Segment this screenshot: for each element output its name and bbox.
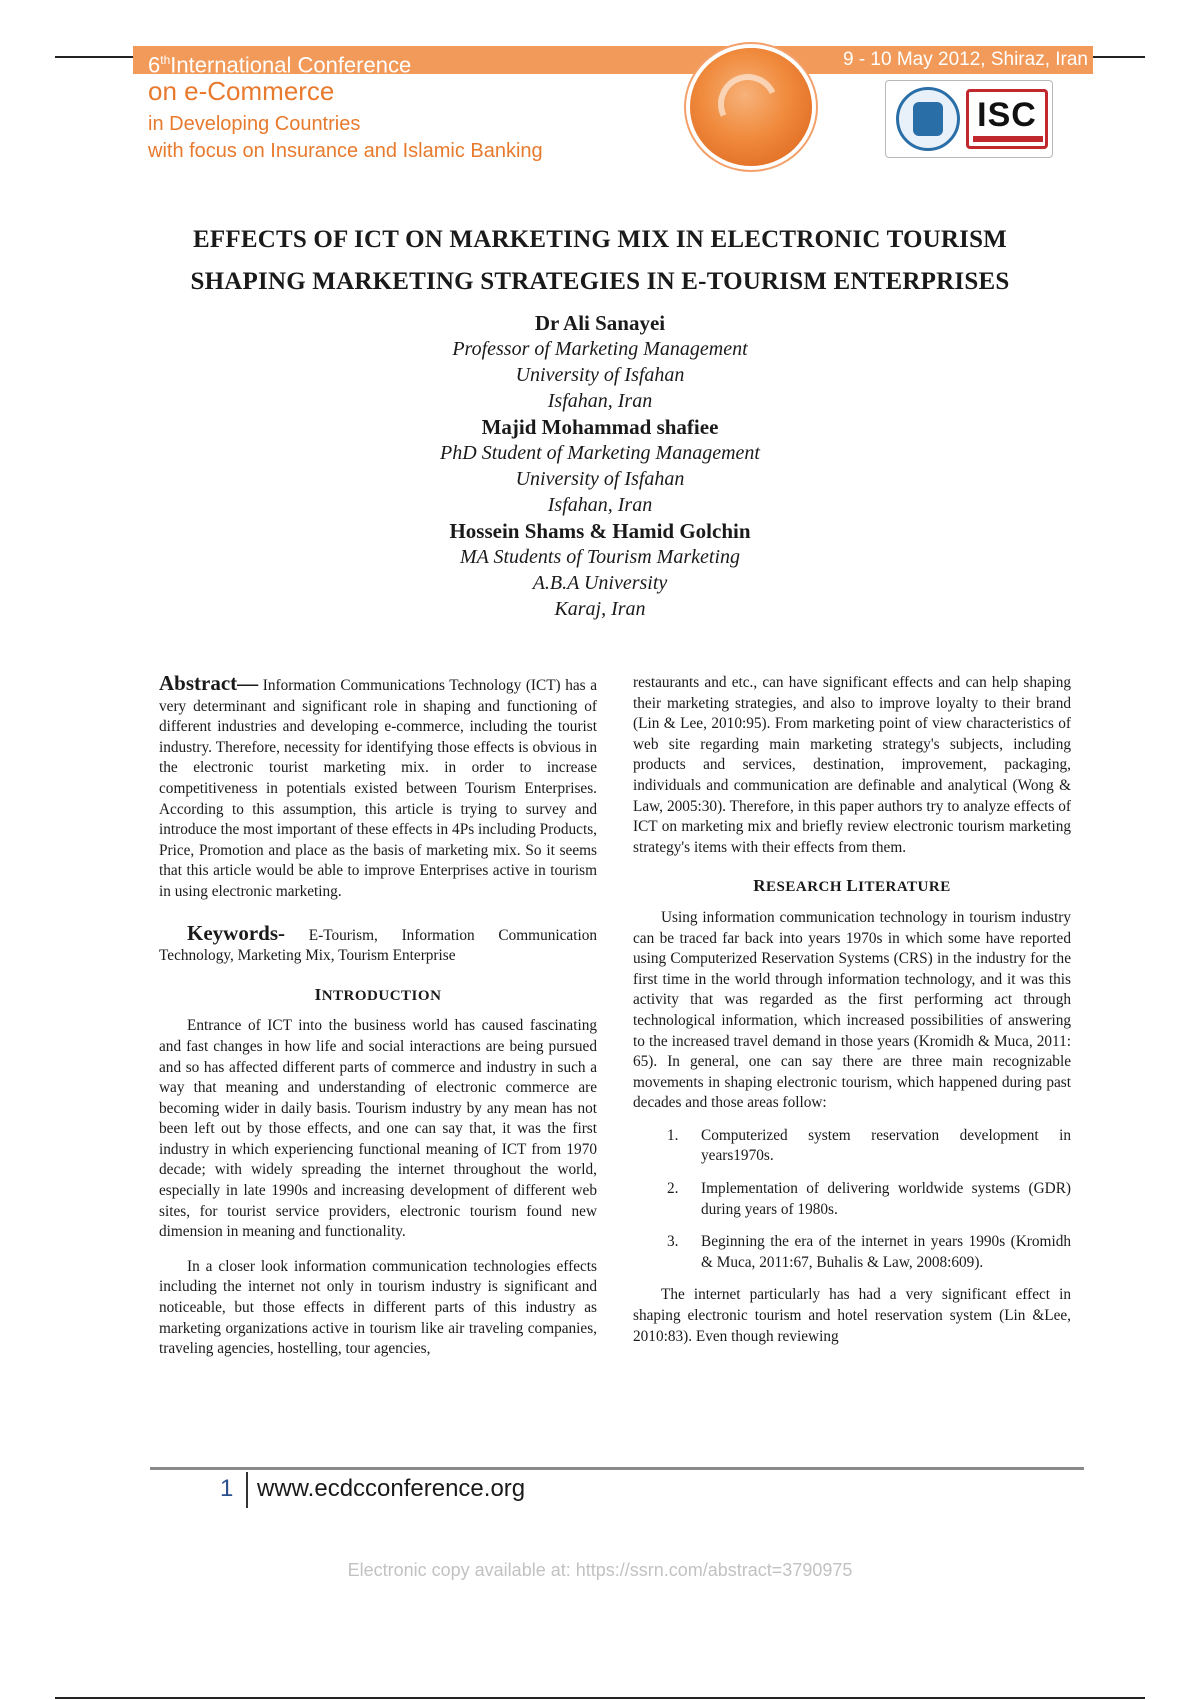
right-paragraph-1: restaurants and etc., can have significant effects and can help shaping their marketing strategies, and also to improve loyalty to their brand (Lin & Lee, 2010:95). From marketing point of view characteristics of web site regarding main marketing strategy's subjects, including products and services, destination, improvement, packaging, individuals and communication are definable and analytical (Wong & Law, 2005:30). Therefore, in this paper authors try to analyze effects of ICT on marketing mix and briefly review electronic tourism marketing strategy's items with their effects from them.: [633, 674, 1071, 856]
author-role: MA Students of Tourism Marketing: [459, 546, 740, 568]
author-role: Professor of Marketing Management: [452, 338, 748, 360]
university-seal-emblem: [913, 102, 943, 136]
list-text: Beginning the era of the internet in years 1990s (Kromidh & Muca, 2011:67, Buhalis & Law, 2008:609).: [701, 1233, 1071, 1271]
author-2: [300, 414, 900, 518]
isc-logo-bar: [973, 136, 1043, 142]
author-location: Karaj, Iran: [554, 598, 646, 620]
right-column: [633, 673, 1071, 1347]
footer-url: www.ecdcconference.org: [257, 1475, 526, 1502]
abstract: [159, 673, 597, 903]
author-location: Isfahan, Iran: [547, 494, 653, 516]
left-column: [159, 673, 597, 1360]
author-affiliation: University of Isfahan: [515, 364, 685, 386]
paper-title-line2: SHAPING MARKETING STRATEGIES IN E-TOURISM ENTERPRISES: [190, 268, 1010, 295]
footer-separator: [246, 1472, 248, 1508]
section-heading-introduction: INTRODUCTION: [314, 984, 442, 1004]
author-affiliation: University of Isfahan: [515, 468, 685, 490]
abstract-text: Information Communications Technology (ICT) has a very determinant and significant role in shaping and functioning of different industries and developing e-commerce, including the tourist industry. Therefore, necessity for identifying those effects is obvious in the electronic tourist marketing mix. in order to increase competitiveness in potentials existed between Tourism Enterprises. According to this assumption, this article is trying to survey and introduce the most important of these effects in 4Ps including Products, Price, Promotion and place as the basis of marketing mix. So it seems that this article would be able to improve Enterprises active in tourism in using electronic marketing.: [159, 677, 598, 900]
author-1: [300, 310, 900, 414]
bottom-rule: [55, 1697, 1145, 1699]
list-number: 1.: [667, 1126, 679, 1144]
list-item: [633, 1179, 1071, 1220]
intro-paragraph-1: Entrance of ICT into the business world has caused fascinating and fast changes in how life and social interactions are being pursued and so has affected different parts of commerce and industry in such a way that meaning and understanding of electronic commerce are becoming wider in daily basis. Tourism industry by any mean has not been left out by those effects, and one can say that, it was the first industry in which experiencing functional meaning of ICT from 1970 decade; with widely spreading the internet throughout the world, especially in late 1990s and increasing development of different web sites, for tourist service providers, electronic tourism found new dimension in meaning and functionality.: [159, 1017, 597, 1241]
isc-logo-text: ISC: [977, 96, 1037, 134]
ssrn-notice: Electronic copy available at: https://ssrn.com/abstract=3790975: [347, 1560, 853, 1580]
sponsor-logos: [885, 80, 1053, 158]
conference-title-line2: on e-Commerce: [148, 76, 335, 106]
author-name: Majid Mohammad shafiee: [481, 415, 719, 439]
author-role: PhD Student of Marketing Management: [440, 442, 760, 464]
page-number: 1: [220, 1475, 234, 1502]
keywords-label: Keywords-: [187, 920, 285, 945]
author-3: [300, 518, 900, 622]
research-paragraph-1: Using information communication technology in tourism industry can be traced far back into years 1970s in which some have reported using Computerized Reservation Systems (CRS) in the industry for the first time in the world through information technology, and it was this activity that was regarded as the first performing act through technological information, which increased possibilities of answering to the increased travel demand in those years (Kromidh & Muca, 2011: 65). In general, one can say there are three main recognizable movements in shaping electronic tourism, which happened during past decades and those areas follow:: [633, 908, 1071, 1112]
conference-dates: 9 - 10 May 2012, Shiraz, Iran: [842, 49, 1088, 70]
footer-rule: [150, 1467, 1084, 1470]
list-item: [633, 1232, 1071, 1273]
list-number: 2.: [667, 1180, 679, 1198]
isc-logo: [966, 89, 1048, 149]
list-text: Implementation of delivering worldwide systems (GDR) during years of 1980s.: [701, 1180, 1071, 1218]
research-paragraph-2: The internet particularly has had a very significant effect in shaping electronic tourism and hotel reservation system (Lin &Lee, 2010:83). Even though reviewing: [633, 1286, 1071, 1345]
university-seal-logo: [896, 87, 960, 151]
globe-swirl-icon: [710, 66, 787, 143]
author-name: Dr Ali Sanayei: [534, 311, 666, 335]
conference-title-line3: in Developing Countries: [148, 113, 361, 135]
keywords: [159, 920, 597, 967]
conference-title-line1: 6thInternational Conference: [148, 52, 412, 78]
list-text: Computerized system reservation development in years1970s.: [701, 1126, 1071, 1165]
author-name: Hossein Shams & Hamid Golchin: [449, 519, 751, 543]
author-location: Isfahan, Iran: [547, 390, 653, 412]
intro-paragraph-2: In a closer look information communication technologies effects including the internet not only in tourism industry is significant and noticeable, but those effects in different parts of this industry as marketing organizations active in tourism like air traveling companies, traveling agencies, hostelling, tour agencies,: [159, 1257, 597, 1358]
paper-title-line1: EFFECTS OF ICT ON MARKETING MIX IN ELECTRONIC TOURISM: [193, 226, 1007, 253]
section-heading-research-literature: RESEARCH LITERATURE: [753, 876, 951, 896]
list-number: 3.: [667, 1233, 679, 1251]
author-affiliation: A.B.A University: [532, 572, 668, 594]
list-item: [633, 1126, 1071, 1167]
keywords-text: E-Tourism, Information Communication Technology, Marketing Mix, Tourism Enterprise: [159, 926, 597, 965]
conference-globe-logo: [690, 48, 812, 166]
abstract-label: Abstract—: [159, 671, 259, 695]
author-block: [300, 310, 900, 622]
conference-title-line4: with focus on Insurance and Islamic Banking: [148, 140, 543, 162]
